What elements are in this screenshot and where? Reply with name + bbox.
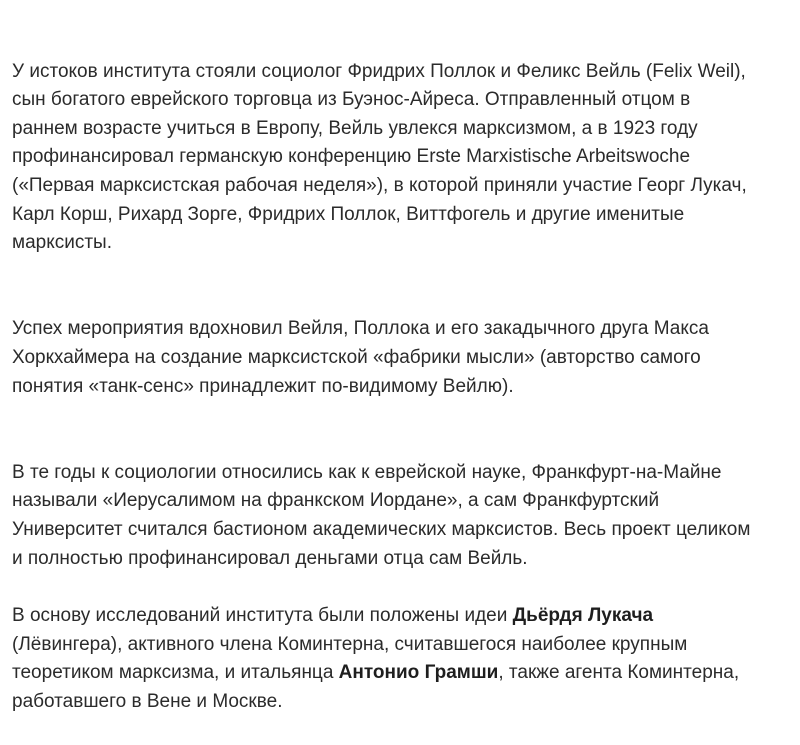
paragraph-4-text-b: (Лёвингера), активного члена Коминтерна, считавшегося наиболее крупным теоретиком марксизма, и итальянца — [12, 633, 688, 684]
paragraph-2-text: Успех мероприятия вдохновил Вейля, Поллока и его закадычного друга Макса Хоркхаймера на создание марксистской «фабрики мысли» (авторство самого понятия «танк-сенс» принадлежит по-видимому Вейлю). — [12, 318, 709, 397]
bold-name-lukacs: Дьёрдя Лукача — [512, 605, 654, 627]
paragraph-1 — [12, 29, 796, 258]
paragraph-1-text: У истоков института стояли социолог Фридрих Поллок и Феликс Вейль (Felix Weil), сын богатого еврейского торговца из Буэнос-Айреса. Отправленный отцом в раннем возрасте учиться в Европу, Вейль увлекся марксизмом, а в 1923 году профинансировал германскую конференцию Erste Marxistische Arbeitswoche («Первая марксистская рабочая неделя»), в которой приняли участие Георг Лукач, Карл Корш, Рихард Зорге, Фридрих Поллок, Виттфогель и другие именитые марксисты. — [12, 60, 747, 254]
paragraph-2 — [12, 287, 796, 401]
bold-name-gramsci: Антонио Грамши — [338, 662, 499, 684]
paragraph-3 — [12, 430, 796, 573]
paragraph-4-text-c: , также агента Коминтерна, работавшего в Вене и Москве. — [12, 662, 740, 712]
paragraph-3-text: В те годы к социологии относились как к еврейской науке, Франкфурт-на-Майне называли «Иерусалимом на франкском Иордане», а сам Франкфуртский Университет считался бастионом академических марксистов. Весь проект целиком и полностью профинансировал деньгами отца сам Вейль. — [12, 461, 751, 569]
paragraph-4-text-a: В основу исследований института были положены идеи — [12, 605, 513, 627]
paragraph-4 — [12, 602, 796, 716]
article-body — [12, 29, 796, 745]
